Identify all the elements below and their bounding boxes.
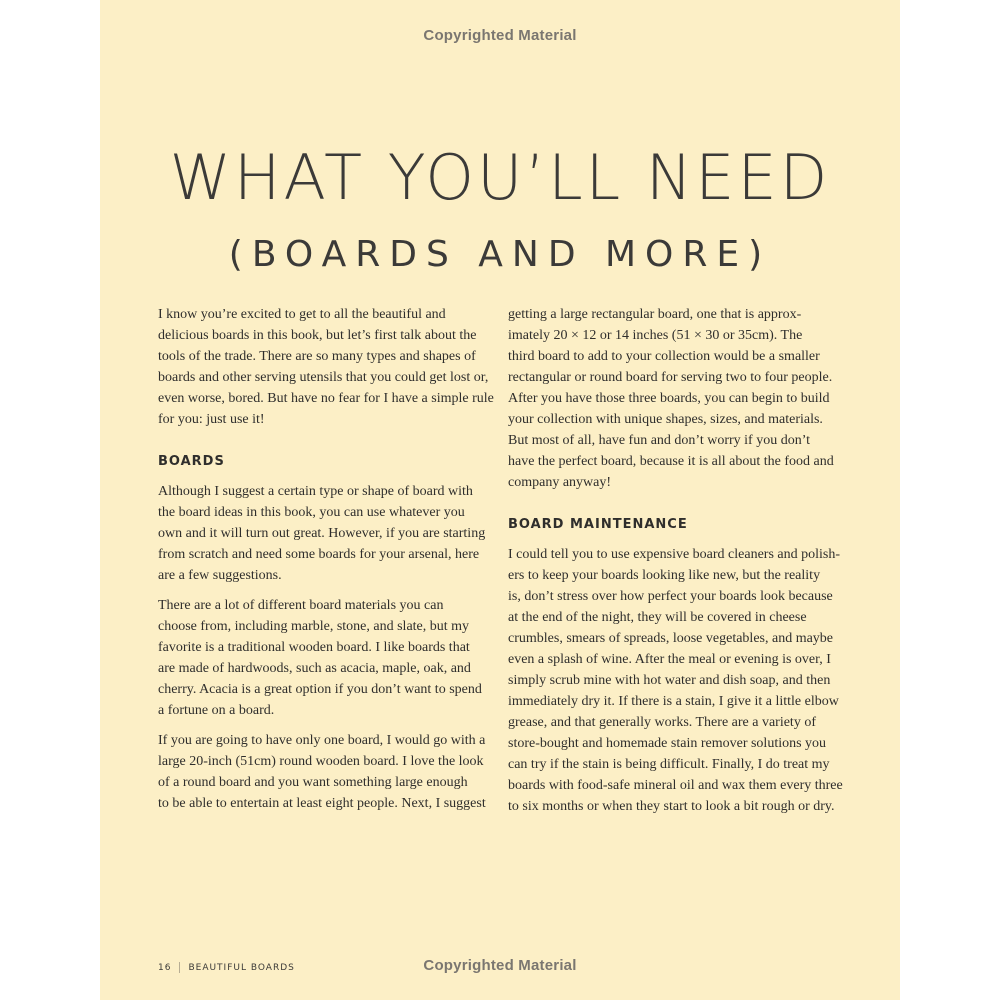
running-title: BEAUTIFUL BOARDS [188,963,295,973]
text-line: your collection with unique shapes, sizes, and materials. [508,412,823,427]
boards-paragraph-2 [158,595,490,721]
watermark-bottom: Copyrighted Material [423,957,577,974]
text-line: a fortune on a board. [158,703,275,718]
text-line: I could tell you to use expensive board cleaners and polish- [508,547,841,562]
text-line: to six months or when they start to look a bit rough or dry. [508,799,835,814]
text-line: from scratch and need some boards for your arsenal, here [158,547,480,562]
page-subtitle: (BOARDS AND MORE) [228,234,772,275]
text-line: of a round board and you want something large enough [158,775,468,790]
text-line: boards with food-safe mineral oil and wax them every three [508,778,843,793]
text-line: I know you’re excited to get to all the beautiful and [158,307,446,322]
watermark-top: Copyrighted Material [423,27,577,44]
text-line: are made of hardwoods, such as acacia, maple, oak, and [158,661,471,676]
text-line: cherry. Acacia is a great option if you don’t want to spend [158,682,482,697]
maintenance-paragraph [508,544,843,817]
text-line: ers to keep your boards looking like new, but the reality [508,568,821,583]
text-line: But most of all, have fun and don’t worry if you don’t [508,433,810,448]
text-line: third board to add to your collection would be a smaller [508,349,820,364]
section-heading-boards: BOARDS [158,454,225,469]
boards-paragraph-3 [158,730,490,814]
boards-paragraph-1 [158,481,490,586]
text-line: large 20-inch (51cm) round wooden board. I love the look [158,754,484,769]
text-line: are a few suggestions. [158,568,282,583]
text-line: own and it will turn out great. However, if you are starting [158,526,486,541]
text-line: tools of the trade. There are so many types and shapes of [158,349,476,364]
text-line: have the perfect board, because it is all about the food and [508,454,834,469]
text-line: can try if the stain is being difficult. Finally, I do treat my [508,757,830,772]
text-line: imately 20 × 12 or 14 inches (51 × 30 or 35cm). The [508,328,803,343]
intro-paragraph [158,304,494,430]
text-line: There are a lot of different board materials you can [158,598,444,613]
text-line: to be able to entertain at least eight people. Next, I suggest [158,796,486,811]
text-line: even worse, bored. But have no fear for I have a simple rule [158,391,494,406]
left-column [158,304,494,823]
book-page [100,0,900,1000]
boards-paragraph-continued [508,304,840,493]
text-line: immediately dry it. If there is a stain, I give it a little elbow [508,694,839,709]
text-line: simply scrub mine with hot water and dish soap, and then [508,673,831,688]
text-line: boards and other serving utensils that you could get lost or, [158,370,489,385]
text-line: After you have those three boards, you can begin to build [508,391,830,406]
text-line: is, don’t stress over how perfect your boards look because [508,589,833,604]
text-line: favorite is a traditional wooden board. I like boards that [158,640,470,655]
text-line: crumbles, smears of spreads, loose vegetables, and maybe [508,631,834,646]
text-line: grease, and that generally works. There are a variety of [508,715,816,730]
right-column [508,304,843,826]
text-line: choose from, including marble, stone, and slate, but my [158,619,470,634]
text-line: rectangular or round board for serving two to four people. [508,370,833,385]
text-line: delicious boards in this book, but let’s first talk about the [158,328,477,343]
page-number: 16 [158,963,172,973]
text-line: If you are going to have only one board, I would go with a [158,733,486,748]
text-line: for you: just use it! [158,412,265,427]
page-title: WHAT YOU’LL NEED [169,141,831,214]
text-line: even a splash of wine. After the meal or evening is over, I [508,652,831,667]
text-line: store-bought and homemade stain remover solutions you [508,736,827,751]
text-line: the board ideas in this book, you can use whatever you [158,505,465,520]
section-heading-board-maintenance: BOARD MAINTENANCE [508,517,688,532]
text-line: at the end of the night, they will be covered in cheese [508,610,807,625]
text-line: Although I suggest a certain type or shape of board with [158,484,473,499]
text-line: company anyway! [508,475,612,490]
text-line: getting a large rectangular board, one that is approx- [508,307,802,322]
